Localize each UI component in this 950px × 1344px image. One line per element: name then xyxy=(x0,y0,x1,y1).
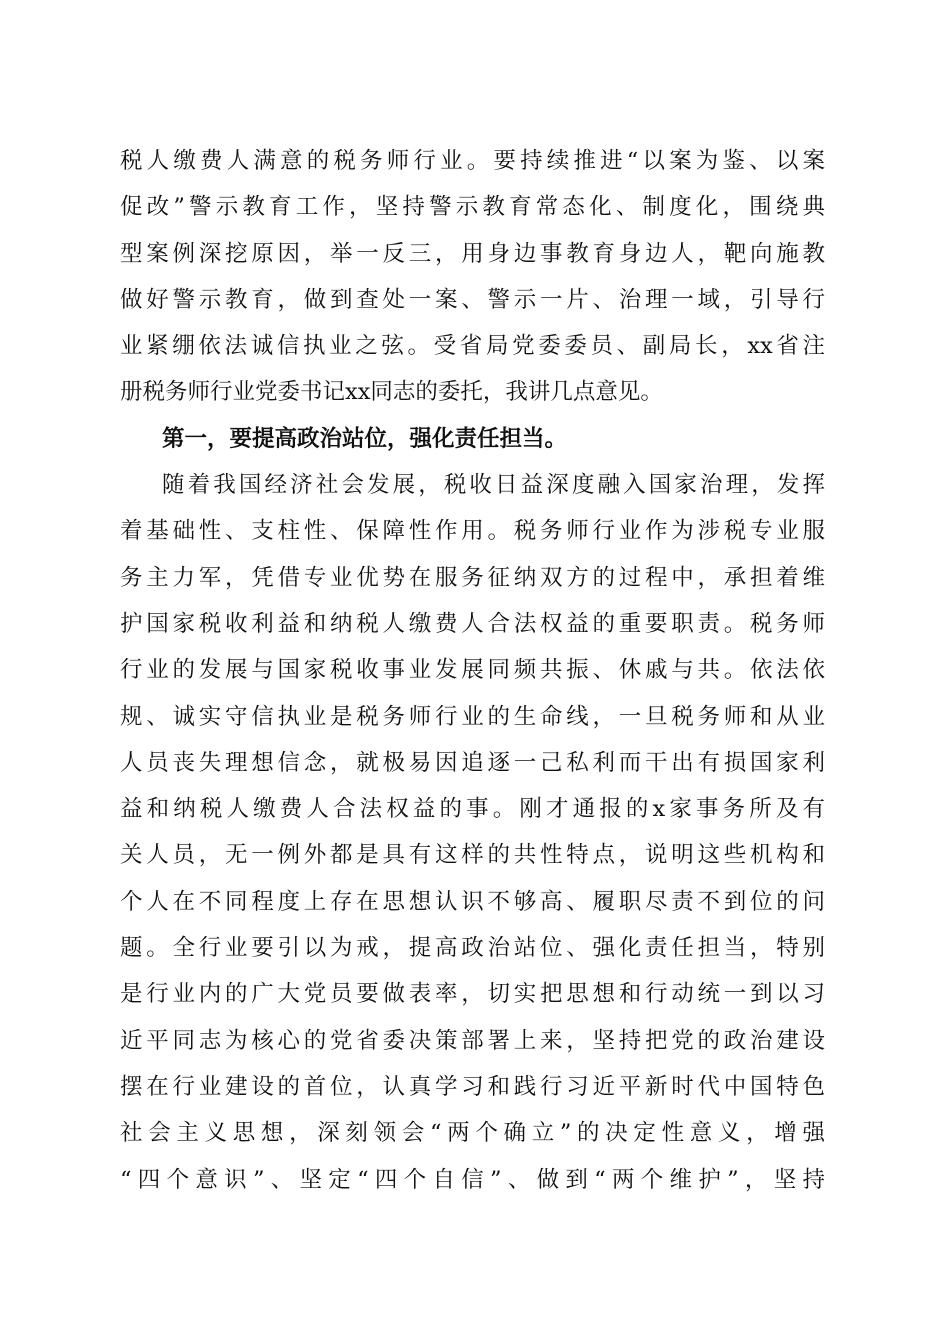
text-line: 人员丧失理想信念，就极易因追逐一己私利而干出有损国家利 xyxy=(120,749,825,776)
paragraph-body xyxy=(120,462,825,1203)
text-line: 护国家税收利益和纳税人缴费人合法权益的重要职责。税务师 xyxy=(120,610,825,637)
text-line: 近平同志为核心的党省委决策部署上来，坚持把党的政治建设 xyxy=(120,1027,825,1054)
text-line: 随着我国经济社会发展，税收日益深度融入国家治理，发挥 xyxy=(162,472,825,499)
document-body xyxy=(120,138,825,1203)
text-line: 税人缴费人满意的税务师行业。要持续推进“以案为鉴、以案 xyxy=(120,148,825,174)
text-line: 题。全行业要引以为戒，提高政治站位、强化责任担当，特别 xyxy=(120,935,825,962)
text-line: 个人在不同程度上存在思想认识不够高、履职尽责不到位的问 xyxy=(120,888,825,915)
text-line: 摆在行业建设的首位，认真学习和践行习近平新时代中国特色 xyxy=(120,1073,825,1100)
paragraph-intro xyxy=(120,138,825,416)
text-line: 着基础性、支柱性、保障性作用。税务师行业作为涉税专业服 xyxy=(120,518,825,545)
text-line: 做好警示教育，做到查处一案、警示一片、治理一域，引导行 xyxy=(120,286,825,313)
text-line: 促改”警示教育工作，坚持警示教育常态化、制度化，围绕典 xyxy=(120,194,825,221)
text-line: 务主力军，凭借专业优势在服务征纳双方的过程中，承担着维 xyxy=(120,564,825,591)
section-heading: 第一，要提高政治站位，强化责任担当。 xyxy=(162,425,568,452)
text-line: 社会主义思想，深刻领会“两个确立”的决定性意义，增强 xyxy=(120,1120,825,1147)
text-line: “四个意识”、坚定“四个自信”、做到“两个维护”，坚持 xyxy=(120,1166,825,1193)
text-line: 业紧绷依法诚信执业之弦。受省局党委委员、副局长，xx省注 xyxy=(120,333,825,360)
text-line: 规、诚实守信执业是税务师行业的生命线，一旦税务师和从业 xyxy=(120,703,825,730)
text-line: 型案例深挖原因，举一反三，用身边事教育身边人，靶向施教 xyxy=(120,240,825,267)
text-line: 关人员，无一例外都是具有这样的共性特点，说明这些机构和 xyxy=(120,842,825,869)
text-line: 册税务师行业党委书记xx同志的委托，我讲几点意见。 xyxy=(120,379,663,406)
text-line: 行业的发展与国家税收事业发展同频共振、休戚与共。依法依 xyxy=(120,657,825,684)
text-line: 是行业内的广大党员要做表率，切实把思想和行动统一到以习 xyxy=(120,981,825,1008)
text-line: 益和纳税人缴费人合法权益的事。刚才通报的x家事务所及有 xyxy=(120,796,825,823)
